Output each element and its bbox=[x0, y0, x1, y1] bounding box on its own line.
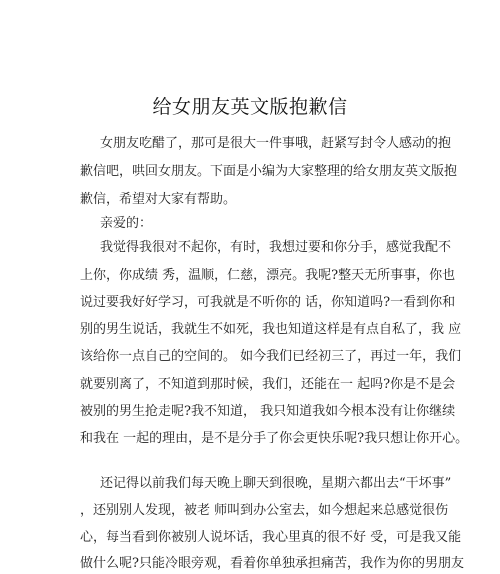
paragraph-line: 别的男生说话，我就生不如死，我也知道这样是有点自私了，我 应 bbox=[80, 322, 462, 337]
paragraph-line: 做什么呢?只能冷眼旁观，看着你单独承担痛苦，我作为你的男朋友 bbox=[80, 556, 464, 571]
paragraph-line: 心，每当看到你被别人说坏话，我心里真的很不好 受，可是我又能 bbox=[80, 530, 462, 545]
paragraph-line: 歉信，希望对大家有帮助。 bbox=[80, 192, 237, 207]
paragraph-line: 被别的男生抢走呢?我不知道， 我只知道我如今根本没有让你继续 bbox=[80, 404, 456, 419]
paragraph-line: 该给你一点自己的空间的。 如今我们已经初三了，再过一年，我们 bbox=[80, 349, 462, 364]
paragraph-line: 说过要我好好学习，可我就是不听你的 话，你知道吗?一看到你和 bbox=[80, 295, 456, 310]
paragraph-line: 我觉得我很对不起你，有时，我想过要和你分手，感觉我配不 bbox=[100, 240, 452, 255]
paragraph-line: 上你，你成绩 秀，温顺，仁慈，漂亮。我呢?整天无所事事，你也 bbox=[80, 268, 456, 283]
paragraph-line: 还记得以前我们每天晚上聊天到很晚，星期六都出去“干坏事” bbox=[100, 476, 452, 491]
paragraph-line: ，还别别人发现，被老 师叫到办公室去，如今想起来总感觉很伤 bbox=[80, 503, 449, 518]
paragraph-line: 和我在 一起的理由，是不是分手了你会更快乐呢?我只想让你开心。 bbox=[80, 431, 469, 446]
document-title: 给女朋友英文版抱歉信 bbox=[152, 96, 348, 118]
paragraph-line: 就要别离了，不知道到那时候，我们，还能在一 起吗?你是不是会 bbox=[80, 377, 456, 392]
paragraph-line: 女朋友吃醋了，那可是很大一件事哦，赶紧写封令人感动的抱 bbox=[100, 136, 452, 151]
salutation: 亲爱的： bbox=[100, 216, 153, 231]
paragraph-line: 歉信吧，哄回女朋友。下面是小编为大家整理的给女朋友英文版抱 bbox=[80, 164, 458, 179]
